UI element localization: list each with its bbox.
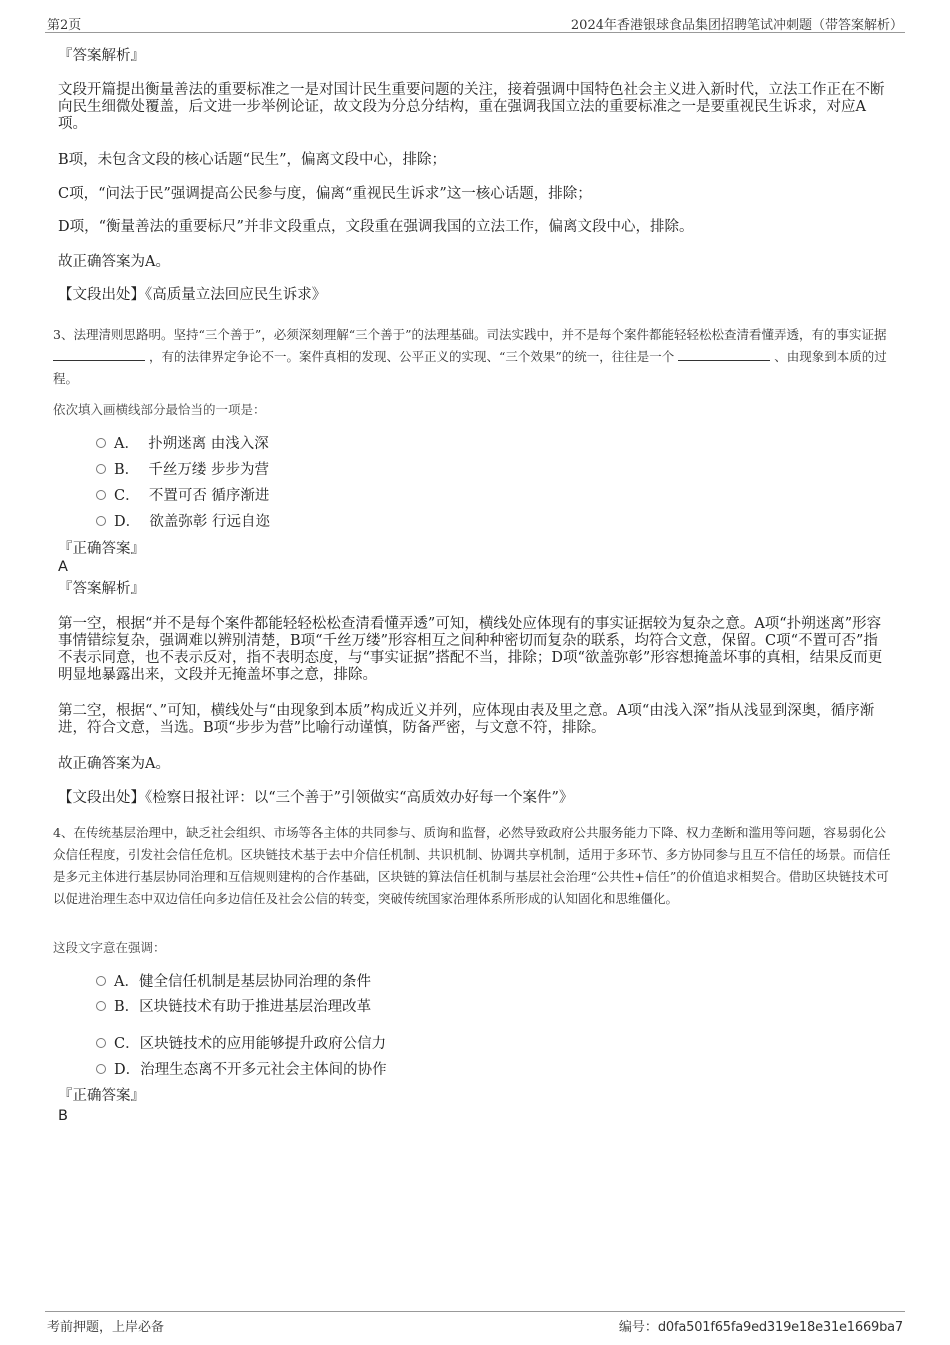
option-text: 健全信任机制是基层协同治理的条件 <box>138 974 371 990</box>
radio-button[interactable] <box>96 1001 106 1011</box>
question-stem <box>53 324 895 390</box>
page-header <box>45 12 905 33</box>
correct-answer: B <box>58 1108 68 1124</box>
option-b[interactable] <box>96 997 371 1017</box>
option-c[interactable] <box>96 1034 386 1054</box>
option-d[interactable] <box>96 1060 387 1080</box>
option-letter: C． <box>114 1036 140 1052</box>
stem-text: 、由现象到本质的过程。 <box>53 349 887 386</box>
radio-button[interactable] <box>96 976 106 986</box>
analysis-paragraph: 第二空，根据“、”可知，横线处与“由现象到本质”构成近义并列，应体现由表及里之意。A项“由浅入深”指从浅显到深奥，循序渐进，符合文意，当选。B项“步步为营”比喻行动谨慎，防备严密，与文意不符，排除。 <box>58 703 875 736</box>
answer-label: 『正确答案』 <box>58 541 145 557</box>
option-letter: B． <box>114 462 140 478</box>
id-label: 编号： <box>618 1320 658 1335</box>
page-number: 第2页 <box>47 18 82 33</box>
analysis-conclusion: 故正确答案为A。 <box>58 756 170 772</box>
option-letter: D． <box>114 514 141 530</box>
option-text: 欲盖弥彰 行远自迩 <box>149 514 270 530</box>
option-a[interactable] <box>96 972 371 992</box>
option-a[interactable] <box>96 434 269 454</box>
option-text: 扑朔迷离 由浅入深 <box>148 436 269 452</box>
fill-blank <box>678 348 770 361</box>
correct-answer: A <box>58 559 68 575</box>
radio-button[interactable] <box>96 490 106 500</box>
analysis-conclusion: 故正确答案为A。 <box>58 254 170 270</box>
option-letter: D． <box>114 1062 141 1078</box>
analysis-paragraph: 第一空，根据“并不是每个案件都能轻轻松松查清看懂弄透”可知，横线处应体现有的事实证据较为复杂之意。A项“扑朔迷离”形容事情错综复杂，强调难以辨别清楚，B项“千丝万缕”形容相互之间种种密切而复杂的联系，均符合文意，保留。C项“不置可否”指不表示同意，也不表示反对，指不表明态度，与“事实证据”搭配不当，排除；D项“欲盖弥彰”形容想掩盖坏事的真相，结果反而更明显地暴露出来，文段并无掩盖坏事之意，排除。 <box>58 616 883 683</box>
option-letter: C． <box>114 488 140 504</box>
analysis-paragraph: 文段开篇提出衡量善法的重要标准之一是对国计民生重要问题的关注，接着强调中国特色社会主义进入新时代，立法工作正在不断向民生细微处覆盖，后文进一步举例论证，故文段为分总分结构，重在强调我国立法的重要标准之一是要重视民生诉求，对应A项。 <box>58 82 885 132</box>
answer-label: 『正确答案』 <box>58 1088 145 1104</box>
radio-button[interactable] <box>96 464 106 474</box>
fill-blank <box>53 348 145 361</box>
option-b[interactable] <box>96 460 269 480</box>
question-prompt: 依次填入画横线部分最恰当的一项是： <box>53 402 266 417</box>
option-c[interactable] <box>96 486 269 506</box>
document-id <box>619 1316 903 1335</box>
analysis-paragraph: C项，“问法于民”强调提高公民参与度，偏离“重视民生诉求”这一核心话题，排除； <box>58 186 592 202</box>
option-text: 治理生态离不开多元社会主体间的协作 <box>140 1062 387 1078</box>
question-prompt: 这段文字意在强调： <box>53 940 166 955</box>
document-title: 2024年香港银球食品集团招聘笔试冲刺题（带答案解析） <box>570 18 903 33</box>
option-text: 不置可否 循序渐进 <box>148 488 270 504</box>
option-text: 千丝万缕 步步为营 <box>148 462 269 478</box>
question-stem: 4、在传统基层治理中，缺乏社会组织、市场等各主体的共同参与、质询和监督，必然导致政府公共服务能力下降、权力垄断和滥用等问题，容易弱化公众信任程度，引发社会信任危机。区块链技术基于去中介信任机制、共识机制、协调共享机制，适用于多环节、多方协同参与且互不信任的场景。而信任是多元主体进行基层协同治理和互信规则建构的合作基础，区块链的算法信任机制与基层社会治理“公共性+信任”的价值追求相契合。借助区块链技术可以促进治理生态中双边信任向多边信任及社会公信的转变，突破传统国家治理体系所形成的认知固化和思维僵化。 <box>53 825 891 906</box>
source-citation: 【文段出处】《高质量立法回应民生诉求》 <box>58 287 327 303</box>
option-text: 区块链技术有助于推进基层治理改革 <box>139 999 372 1015</box>
option-text: 区块链技术的应用能够提升政府公信力 <box>139 1036 387 1052</box>
option-letter: A． <box>114 436 139 452</box>
page-footer <box>45 1311 905 1336</box>
option-d[interactable] <box>96 512 270 532</box>
stem-text: 3、法理清则思路明。坚持“三个善于”，必须深刻理解“三个善于”的法理基础。司法实践中，并不是每个案件都能轻轻松松查清看懂弄透，有的事实证据 <box>53 327 887 342</box>
radio-button[interactable] <box>96 1064 106 1074</box>
footer-slogan: 考前押题，上岸必备 <box>47 1320 165 1335</box>
radio-button[interactable] <box>96 1038 106 1048</box>
source-citation: 【文段出处】《检察日报社评：以“三个善于”引领做实“高质效办好每一个案件”》 <box>58 790 574 806</box>
option-letter: B． <box>114 999 140 1015</box>
id-code: d0fa501f65fa9ed319e18e31e1669ba7 <box>657 1320 903 1335</box>
option-letter: A． <box>114 974 139 990</box>
analysis-label: 『答案解析』 <box>58 48 145 64</box>
analysis-paragraph: B项，未包含文段的核心话题“民生”，偏离文段中心，排除； <box>58 152 446 168</box>
analysis-label: 『答案解析』 <box>58 581 145 597</box>
analysis-paragraph: D项，“衡量善法的重要标尺”并非文段重点，文段重在强调我国的立法工作，偏离文段中心，排除。 <box>58 219 694 235</box>
radio-button[interactable] <box>96 438 106 448</box>
stem-text: ，有的法律界定争论不一。案件真相的发现、公平正义的实现、“三个效果”的统一，往往是一个 <box>148 349 675 364</box>
radio-button[interactable] <box>96 516 106 526</box>
